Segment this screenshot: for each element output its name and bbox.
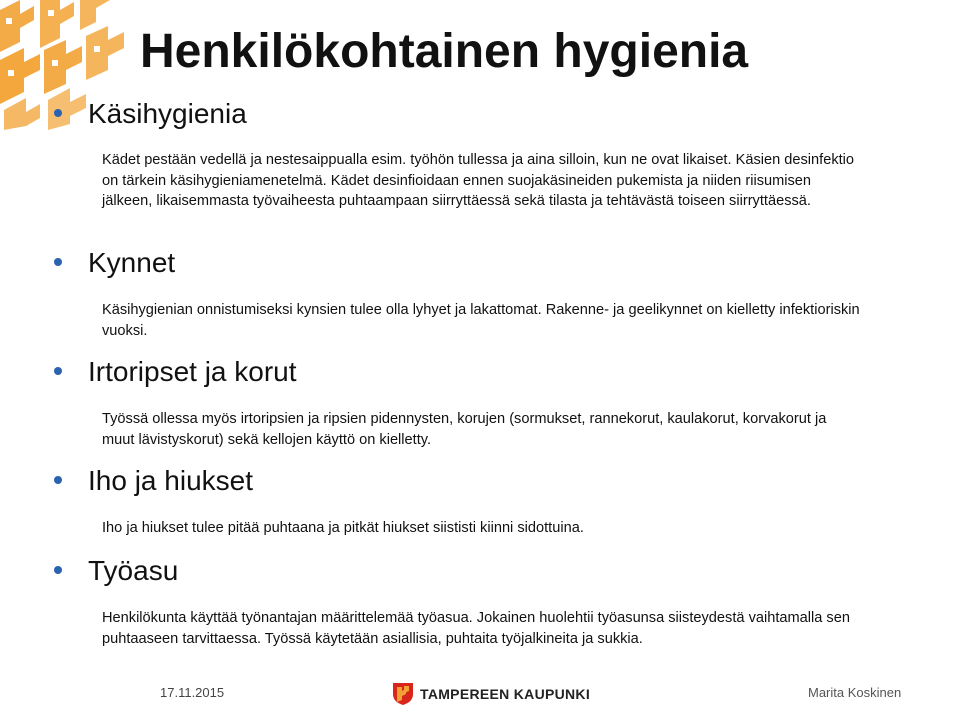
section-text-kynnet: Käsihygienian onnistumiseksi kynsien tulee olla lyhyet ja lakattomat. Rakenne- ja geelikynnet on kielletty infektioriskin vuoksi. bbox=[102, 302, 860, 339]
section-text-iho-ja-hiukset: Iho ja hiukset tulee pitää puhtaana ja pitkät hiukset siististi kiinni sidottuina. bbox=[102, 520, 584, 536]
bullet-icon bbox=[54, 566, 62, 574]
section-heading-iho-ja-hiukset bbox=[54, 465, 253, 497]
bullet-icon bbox=[54, 476, 62, 484]
section-heading-label: Kynnet bbox=[88, 247, 176, 278]
section-text-kasihygienia: Kädet pestään vedellä ja nestesaippualla esim. työhön tullessa ja aina silloin, kun ne ovat likaiset. Käsien desinfektio on tärkein käsihygieniamenetelmä. Kädet desinfioidaan ennen suojakäsineiden pukemista ja niiden riisumisen jälkeen, likaisemmasta työvaiheesta puhtaampaan siirryttäessä sekä tilasta ja tehtävästä toiseen siirryttäessä. bbox=[102, 152, 855, 209]
footer-date: 17.11.2015 bbox=[160, 685, 225, 700]
bullet-icon bbox=[54, 258, 62, 266]
footer-author: Marita Koskinen bbox=[808, 685, 902, 700]
section-heading-irtoripset bbox=[54, 356, 297, 388]
footer-organization: TAMPEREEN KAUPUNKI bbox=[420, 686, 591, 702]
section-heading-label: Iho ja hiukset bbox=[88, 465, 253, 496]
footer-city-logo bbox=[392, 682, 590, 706]
section-heading-kynnet bbox=[54, 247, 175, 279]
section-heading-label: Irtoripset ja korut bbox=[88, 356, 297, 387]
bullet-icon bbox=[54, 109, 62, 117]
section-text-tyoasu: Henkilökunta käyttää työnantajan määrittelemää työasua. Jokainen huolehtii työasunsa siisteydestä vaihtamalla sen puhtaaseen tarvittaessa. Työssä käytetään asiallisia, puhtaita työjalkineita ja sukkia. bbox=[102, 610, 850, 647]
section-heading-tyoasu bbox=[54, 555, 178, 587]
bullet-icon bbox=[54, 367, 62, 375]
tampere-shield-icon bbox=[392, 682, 414, 706]
page-title: Henkilökohtainen hygienia bbox=[140, 25, 749, 78]
section-text-irtoripset: Työssä ollessa myös irtoripsien ja ripsien pidennysten, korujen (sormukset, rannekorut, kaulakorut, korvakorut ja muut lävistyskorut) sekä kellojen käyttö on kielletty. bbox=[102, 411, 827, 448]
section-heading-label: Työasu bbox=[88, 555, 179, 586]
section-heading-kasihygienia bbox=[54, 98, 247, 130]
section-heading-label: Käsihygienia bbox=[88, 98, 247, 129]
